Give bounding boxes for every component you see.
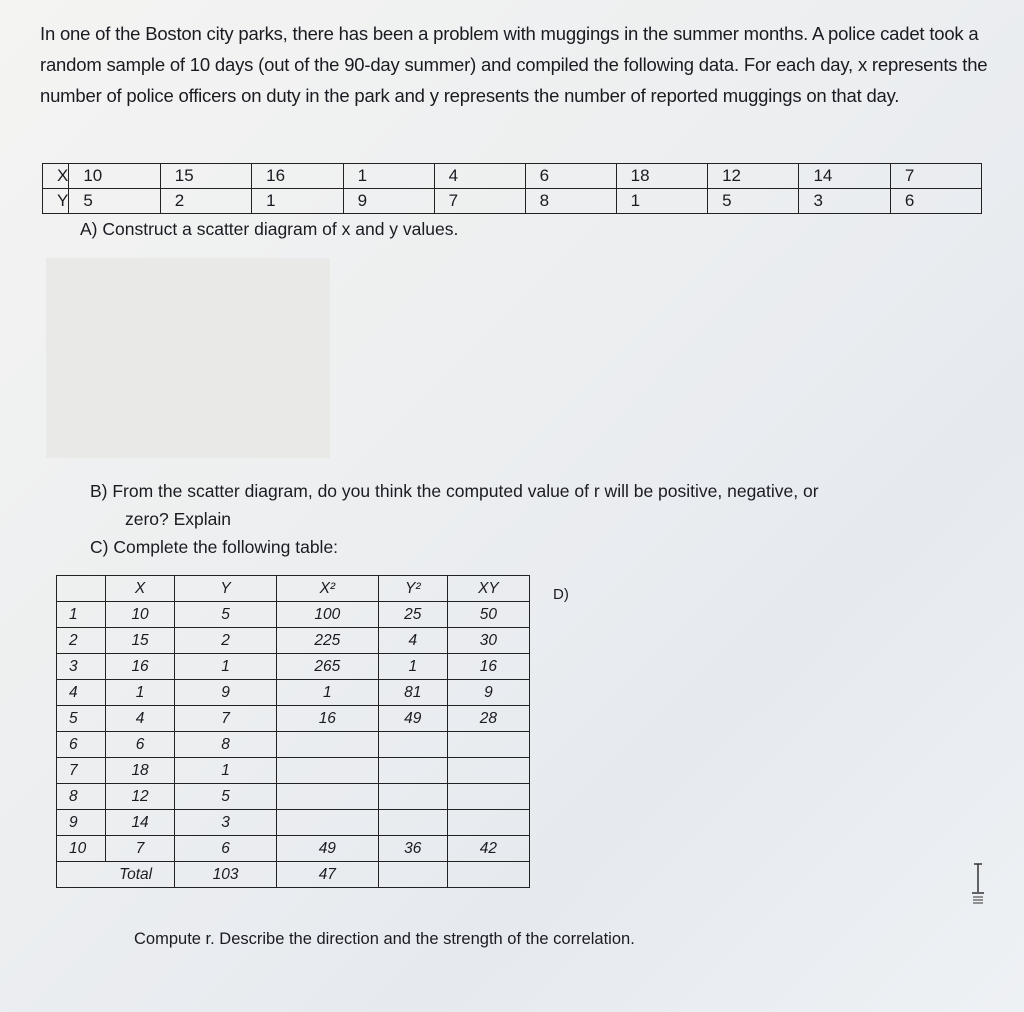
y-squared: 81 bbox=[378, 680, 447, 706]
xy-product bbox=[447, 784, 529, 810]
total-x-squared bbox=[378, 862, 447, 888]
header-cell bbox=[57, 576, 106, 602]
table-row bbox=[57, 810, 530, 836]
x-cell: 18 bbox=[616, 164, 707, 189]
total-label: Total bbox=[57, 862, 175, 888]
y-row bbox=[43, 189, 982, 214]
row-number: 9 bbox=[57, 810, 106, 836]
x-squared: 49 bbox=[276, 836, 378, 862]
row-number: 1 bbox=[57, 602, 106, 628]
y-value: 1 bbox=[175, 758, 277, 784]
y-cell: 6 bbox=[890, 189, 981, 214]
y-value: 7 bbox=[175, 706, 277, 732]
xy-product: 42 bbox=[447, 836, 529, 862]
y-squared: 4 bbox=[378, 628, 447, 654]
scatter-diagram-area bbox=[46, 258, 330, 458]
y-value: 8 bbox=[175, 732, 277, 758]
calc-header-row bbox=[57, 576, 530, 602]
xy-product: 16 bbox=[447, 654, 529, 680]
x-squared: 1 bbox=[276, 680, 378, 706]
row-number: 6 bbox=[57, 732, 106, 758]
question-c: C) Complete the following table: bbox=[90, 537, 339, 557]
compute-r-instruction: Compute r. Describe the direction and the strength of the correlation. bbox=[134, 930, 635, 948]
header-cell: X² bbox=[276, 576, 378, 602]
x-value: 1 bbox=[106, 680, 175, 706]
x-value: 16 bbox=[106, 654, 175, 680]
y-header: Y bbox=[43, 189, 69, 214]
y-squared bbox=[378, 758, 447, 784]
table-row bbox=[57, 706, 530, 732]
y-value: 1 bbox=[175, 654, 277, 680]
y-squared bbox=[378, 810, 447, 836]
x-cell: 15 bbox=[160, 164, 251, 189]
row-number: 3 bbox=[57, 654, 106, 680]
y-squared: 36 bbox=[378, 836, 447, 862]
x-squared: 265 bbox=[276, 654, 378, 680]
x-squared bbox=[276, 784, 378, 810]
table-row bbox=[57, 654, 530, 680]
y-value: 5 bbox=[175, 784, 277, 810]
total-y: 47 bbox=[276, 862, 378, 888]
y-value: 6 bbox=[175, 836, 277, 862]
question-d: D) bbox=[553, 586, 569, 603]
header-cell: Y² bbox=[378, 576, 447, 602]
y-squared: 1 bbox=[378, 654, 447, 680]
y-squared bbox=[378, 784, 447, 810]
row-number: 2 bbox=[57, 628, 106, 654]
x-value: 7 bbox=[106, 836, 175, 862]
x-value: 10 bbox=[106, 602, 175, 628]
x-value: 6 bbox=[106, 732, 175, 758]
x-value: 4 bbox=[106, 706, 175, 732]
y-cell: 7 bbox=[434, 189, 525, 214]
y-value: 3 bbox=[175, 810, 277, 836]
row-number: 5 bbox=[57, 706, 106, 732]
y-cell: 5 bbox=[69, 189, 160, 214]
table-row bbox=[57, 758, 530, 784]
x-cell: 4 bbox=[434, 164, 525, 189]
y-cell: 8 bbox=[525, 189, 616, 214]
x-value: 14 bbox=[106, 810, 175, 836]
y-squared: 49 bbox=[378, 706, 447, 732]
x-cell: 12 bbox=[708, 164, 799, 189]
xy-data-table bbox=[42, 163, 982, 214]
y-cell: 3 bbox=[799, 189, 890, 214]
computation-table bbox=[56, 575, 530, 888]
header-cell: Y bbox=[175, 576, 277, 602]
x-cell: 7 bbox=[890, 164, 981, 189]
x-cell: 6 bbox=[525, 164, 616, 189]
x-squared bbox=[276, 758, 378, 784]
x-squared: 16 bbox=[276, 706, 378, 732]
question-a: A) Construct a scatter diagram of x and y values. bbox=[80, 219, 459, 239]
xy-product: 50 bbox=[447, 602, 529, 628]
x-squared: 225 bbox=[276, 628, 378, 654]
y-squared bbox=[378, 732, 447, 758]
y-cell: 5 bbox=[708, 189, 799, 214]
xy-product bbox=[447, 758, 529, 784]
y-value: 9 bbox=[175, 680, 277, 706]
x-cell: 16 bbox=[252, 164, 343, 189]
xy-product: 9 bbox=[447, 680, 529, 706]
y-cell: 2 bbox=[160, 189, 251, 214]
row-number: 4 bbox=[57, 680, 106, 706]
row-number: 8 bbox=[57, 784, 106, 810]
question-b-line2: zero? Explain bbox=[125, 509, 232, 529]
x-squared: 100 bbox=[276, 602, 378, 628]
y-cell: 1 bbox=[616, 189, 707, 214]
xy-product bbox=[447, 732, 529, 758]
table-row bbox=[57, 628, 530, 654]
row-number: 7 bbox=[57, 758, 106, 784]
xy-product: 28 bbox=[447, 706, 529, 732]
y-value: 5 bbox=[175, 602, 277, 628]
x-header: X bbox=[43, 164, 69, 189]
total-y-squared bbox=[447, 862, 529, 888]
y-squared: 25 bbox=[378, 602, 447, 628]
x-cell: 10 bbox=[69, 164, 160, 189]
header-cell: X bbox=[106, 576, 175, 602]
total-row bbox=[57, 862, 530, 888]
xy-product: 30 bbox=[447, 628, 529, 654]
header-cell: XY bbox=[447, 576, 529, 602]
y-cell: 9 bbox=[343, 189, 434, 214]
total-x: 103 bbox=[175, 862, 277, 888]
table-row bbox=[57, 836, 530, 862]
row-number: 10 bbox=[57, 836, 106, 862]
y-cell: 1 bbox=[252, 189, 343, 214]
table-row bbox=[57, 602, 530, 628]
x-value: 12 bbox=[106, 784, 175, 810]
table-row bbox=[57, 784, 530, 810]
x-squared bbox=[276, 732, 378, 758]
question-b-line1: B) From the scatter diagram, do you think the computed value of r will be positive, negative, or bbox=[90, 481, 819, 501]
xy-product bbox=[447, 810, 529, 836]
x-cell: 1 bbox=[343, 164, 434, 189]
x-cell: 14 bbox=[799, 164, 890, 189]
table-row bbox=[57, 680, 530, 706]
table-row bbox=[57, 732, 530, 758]
x-row bbox=[43, 164, 982, 189]
scroll-end-icon[interactable] bbox=[970, 862, 986, 908]
x-value: 15 bbox=[106, 628, 175, 654]
problem-statement: In one of the Boston city parks, there has been a problem with muggings in the summer months. A police cadet took a random sample of 10 days (out of the 90-day summer) and compiled the following data. For each day, x represents the number of police officers on duty in the park and y represents the number of reported muggings on that day. bbox=[40, 23, 988, 106]
x-squared bbox=[276, 810, 378, 836]
y-value: 2 bbox=[175, 628, 277, 654]
x-value: 18 bbox=[106, 758, 175, 784]
